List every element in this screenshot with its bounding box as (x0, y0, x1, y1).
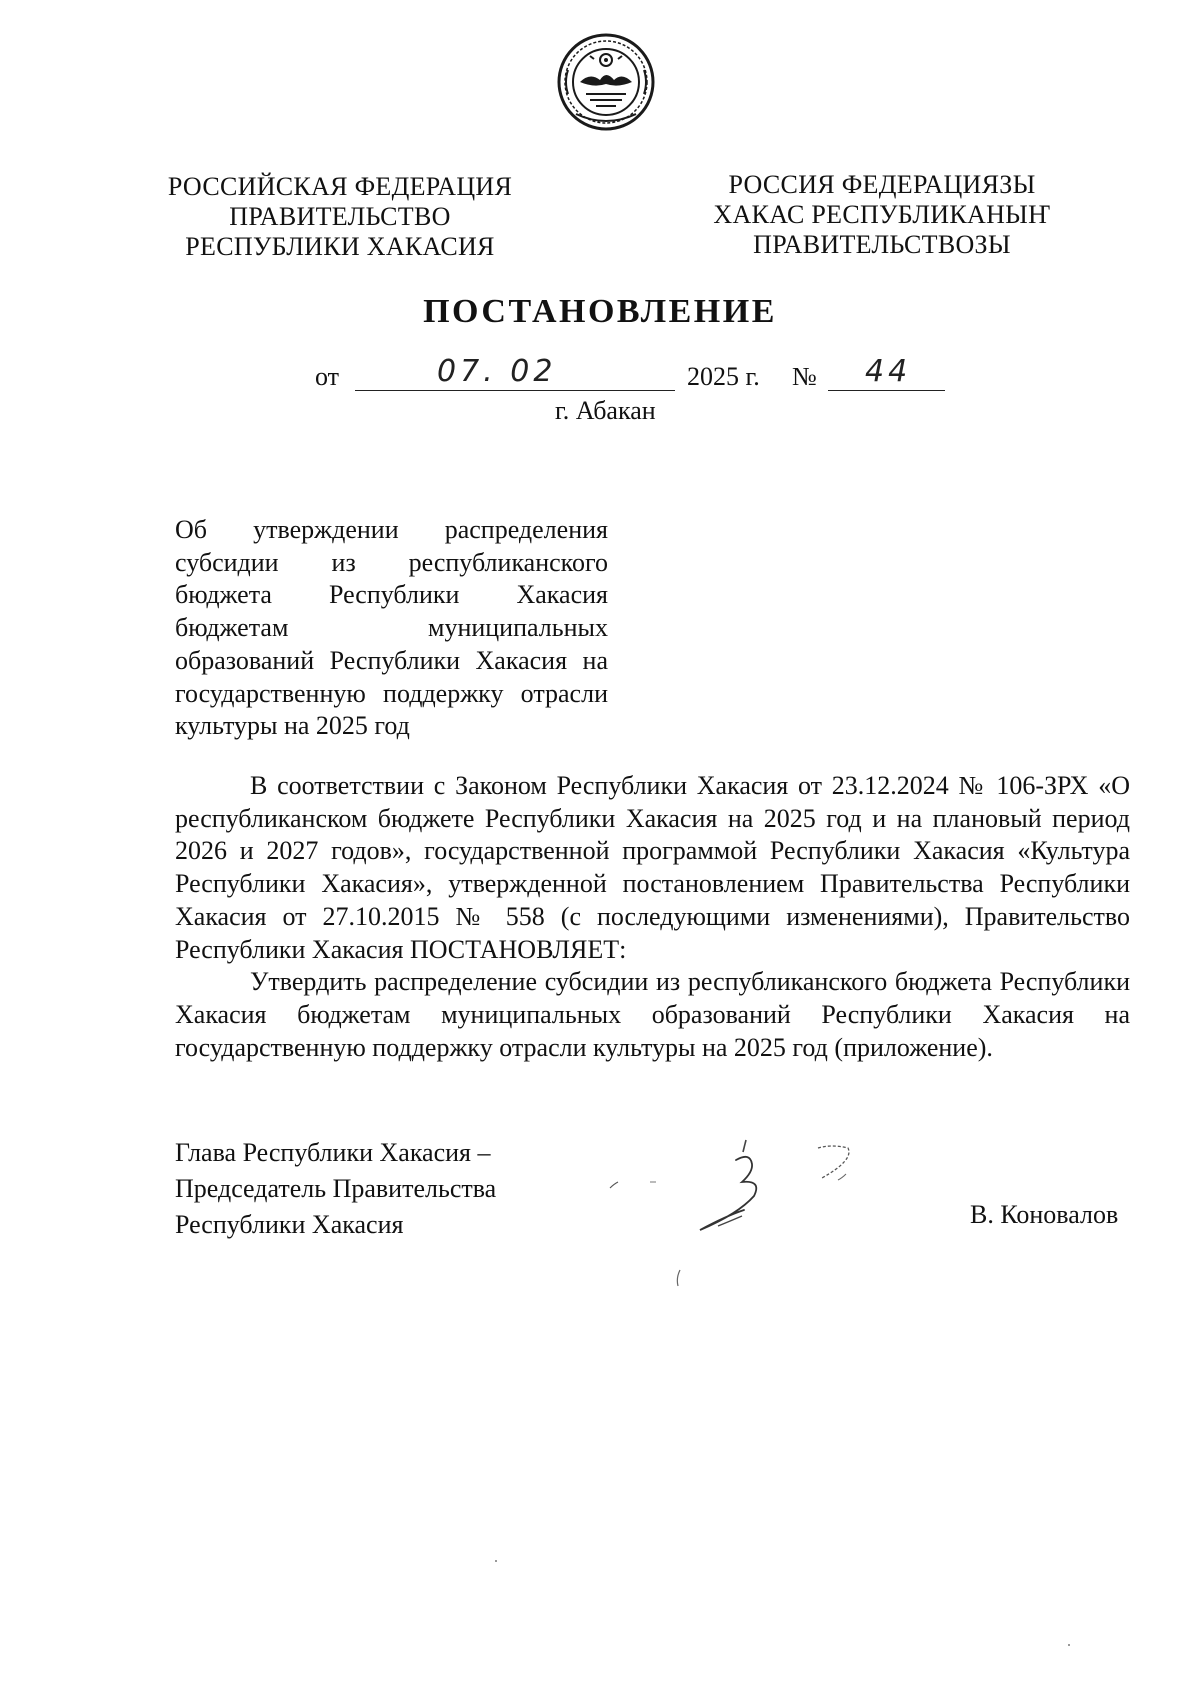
signer-title (175, 1135, 496, 1243)
year-label: 2025 г. (687, 362, 760, 391)
header-left (150, 172, 530, 262)
handwritten-number: 44 (865, 354, 912, 389)
header-right-line-2: ХАКАС РЕСПУБЛИКАНЫҤ (713, 200, 1051, 229)
date-prefix: от (315, 362, 340, 391)
header-right (692, 170, 1072, 260)
header-left-line-2: ПРАВИТЕЛЬСТВО (229, 202, 451, 231)
document-body (175, 770, 1130, 1064)
header-left-line-1: РОССИЙСКАЯ ФЕДЕРАЦИЯ (167, 172, 513, 201)
signer-name: В. Коновалов (970, 1200, 1119, 1229)
number-label: № (792, 362, 817, 391)
signer-title-line-3: Республики Хакасия (175, 1210, 404, 1239)
handwritten-date: 07. 02 (437, 354, 557, 389)
handwritten-signature (600, 1120, 920, 1320)
date-blank-line (355, 390, 675, 391)
document-type-title: ПОСТАНОВЛЕНИЕ (423, 293, 777, 330)
coat-of-arms-icon (556, 30, 656, 134)
scan-speck (1068, 1644, 1070, 1646)
city-label: г. Абакан (555, 396, 656, 425)
header-right-line-1: РОССИЯ ФЕДЕРАЦИЯЗЫ (728, 170, 1036, 199)
scan-speck (495, 1560, 497, 1562)
header-right-line-3: ПРАВИТЕЛЬСТВОЗЫ (753, 230, 1011, 259)
header-left-line-3: РЕСПУБЛИКИ ХАКАСИЯ (185, 232, 495, 261)
body-paragraph-2: Утвердить распределение субсидии из республиканского бюджета Республики Хакасия бюджетам муниципальных образований Республики Хакасия на государственную поддержку отрасли культуры на 2025 год (приложение). (175, 967, 1130, 1062)
signer-title-line-2: Председатель Правительства (175, 1174, 497, 1203)
body-paragraph-1: В соответствии с Законом Республики Хакасия от 23.12.2024 № 106-ЗРХ «О республиканском бюджете Республики Хакасия на 2025 год и на плановый период 2026 и 2027 годов», государственной программой Республики Хакасия «Культура Республики Хакасия», утвержденной постановлением Правительства Республики Хакасия от 27.10.2015 № 558 (с последующими изменениями), Правительство Республики Хакасия ПОСТАНОВЛЯЕТ: (175, 771, 1130, 964)
signer-title-line-1: Глава Республики Хакасия – (175, 1138, 491, 1167)
document-subject: Об утверждении распределения субсидии из республиканского бюджета Республики Хакасия бюджетам муниципальных образований Республики Хакасия на государственную поддержку отрасли культуры на 2025 год (175, 515, 608, 741)
number-blank-line (828, 390, 945, 391)
